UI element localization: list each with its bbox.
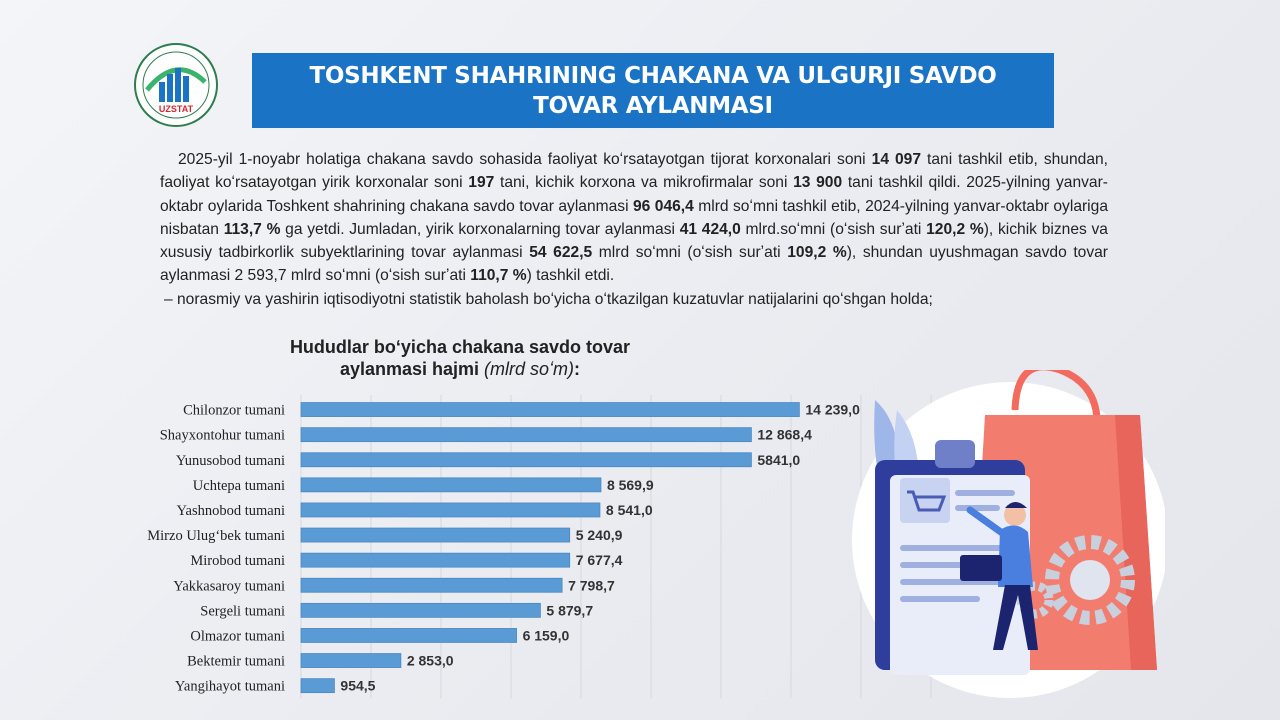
bar <box>301 628 517 642</box>
chart-title-line-2: aylanmasi hajmi <box>339 359 480 379</box>
chart-title-line-1: Hududlar boʻyicha chakana savdo tovar <box>289 337 631 357</box>
category-label: Mirobod tumani <box>190 553 285 570</box>
bar <box>301 603 540 617</box>
data-label: 5 879,7 <box>546 602 594 619</box>
bar <box>301 578 562 592</box>
category-label: Chilonzor tumani <box>183 402 285 419</box>
data-label: 7 677,4 <box>575 552 623 569</box>
bar <box>301 503 600 517</box>
data-label: 6 159,0 <box>522 627 570 644</box>
logo-wordmark: UZSTAT <box>158 104 194 114</box>
laptop-icon <box>960 555 1002 581</box>
title-line-1: TOSHKENT SHAHRINING CHAKANA VA ULGURJI SAVDO <box>309 62 997 89</box>
category-label: Sergeli tumani <box>200 603 285 620</box>
bar <box>301 528 570 542</box>
category-label: Yashnobod tumani <box>176 502 285 519</box>
data-label: 8 569,9 <box>606 476 654 493</box>
bar <box>301 679 334 693</box>
data-label: 2 853,0 <box>406 652 454 669</box>
category-label: Yakkasaroy tumani <box>173 578 285 595</box>
chart-unit: (mlrd soʻm) <box>484 359 575 379</box>
category-label: Shayxontohur tumani <box>159 427 285 444</box>
title-line-2: TOVAR AYLANMASI <box>533 92 773 119</box>
data-label: 7 798,7 <box>568 577 615 594</box>
data-label: 14 239,0 <box>805 401 860 418</box>
data-label: 8 541,0 <box>605 501 653 518</box>
category-label: Yunusobod tumani <box>175 452 285 469</box>
category-label: Yangihayot tumani <box>174 678 285 695</box>
bar <box>301 403 799 417</box>
data-label: 5 240,9 <box>575 527 623 544</box>
bar <box>301 654 401 668</box>
chart-title: Hududlar boʻyicha chakana savdo tovar aylanmasi hajmi (mlrd soʻm): <box>250 336 670 380</box>
bar <box>301 428 751 442</box>
bar <box>301 478 601 492</box>
summary-paragraph: 2025-yil 1-noyabr holatiga chakana savdo sohasida faoliyat koʻrsatayotgan tijorat korxonalari soni 14 097 tani tashkil etib, shundan, faoliyat koʻrsatayotgan yirik korxonalar soni 197 tani, kichik korxona va mikrofirmalar soni 13 900 tani tashkil qildi. 2025-yilning yanvar-oktabr oylarida Toshkent shahrining chakana savdo tovar aylanmasi 96 046,4 mlrd soʻmni tashkil etib, 2024-yilning yanvar-oktabr oylariga nisbatan 113,7 % ga yetdi. Jumladan, yirik korxonalarning tovar aylanmasi 41 424,0 mlrd.soʻmni (oʻsish surʼati 120,2 %), kichik biznes va xususiy tadbirkorlik subyektlarining tovar aylanmasi 54 622,5 mlrd soʻmni (oʻsish surʼati 109,2 %), shundan uyushmagan savdo tovar aylanmasi 2 593,7 mlrd soʻmni (oʻsish surʼati 110,7 %) tashkil etdi. <box>160 151 1109 285</box>
category-label: Uchtepa tumani <box>192 477 285 494</box>
shopping-illustration <box>835 370 1165 700</box>
footnote: – norasmiy va yashirin iqtisodiyotni statistik baholash boʻyicha oʻtkazilgan kuzatuvlar natijalarini qoʻshgan holda; <box>164 290 933 308</box>
data-label: 12 868,4 <box>757 426 812 443</box>
category-label: Mirzo Ulugʻbek tumani <box>147 528 285 545</box>
data-label: 954,5 <box>340 677 376 694</box>
bar <box>301 453 751 467</box>
bar <box>301 553 570 567</box>
data-label: 5841,0 <box>757 451 801 468</box>
category-label: Olmazor tumani <box>190 628 285 645</box>
category-label: Bektemir tumani <box>187 653 285 670</box>
